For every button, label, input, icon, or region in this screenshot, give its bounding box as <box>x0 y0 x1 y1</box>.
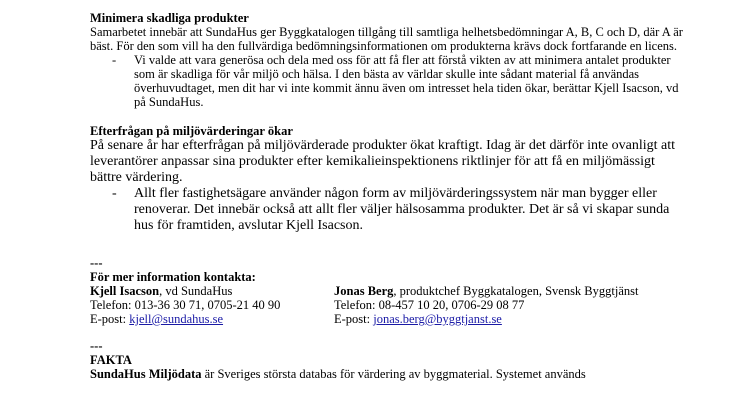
contact-phone: Telefon: 013-36 30 71, 0705-21 40 90 <box>90 298 281 312</box>
contact-role: , produktchef Byggkatalogen, Svensk Byggtjänst <box>393 284 639 298</box>
contact-name: Kjell Isacson <box>90 284 160 298</box>
fakta-paragraph <box>90 367 690 381</box>
separator: --- <box>90 256 103 270</box>
contact-name: Jonas Berg <box>334 284 394 298</box>
contact-email-line <box>334 312 694 326</box>
section-paragraph-samarbete: Samarbetet innebär att SundaHus ger Byggkatalogen tillgång till samtliga helhetsbedömningar A, B, C och D, där A är bäst. För den som vill ha den fullvärdiga bedömningsinformationen om produkterna krävs dock fortfarande en licens. <box>90 25 683 53</box>
contact-jonas <box>334 284 694 326</box>
email-link-jonas[interactable]: jonas.berg@byggtjanst.se <box>373 312 502 326</box>
document-page <box>90 11 690 381</box>
fakta-heading: FAKTA <box>90 353 132 367</box>
bullet-dash: - <box>112 186 117 201</box>
section-paragraph-efterfragan: På senare år har efterfrågan på miljövärderade produkter ökat kraftigt. Idag är det därför inte ovanligt att leverantörer anpassar sina produkter efter kemikalieinspektionens riktlinjer för att få en miljömässigt bättre värdering. <box>90 138 676 185</box>
bullet-dash: - <box>112 53 117 67</box>
contact-heading: För mer information kontakta: <box>90 270 256 284</box>
contact-role: , vd SundaHus <box>159 284 233 298</box>
section-heading-efterfragan: Efterfrågan på miljövärderingar ökar <box>90 124 293 138</box>
email-label: E-post: <box>334 312 374 326</box>
bullet-text: Allt fler fastighetsägare använder någon form av miljövärderingssystem när man bygger eller renoverar. Det innebär också att allt fler väljer hälsosamma produkter. Det är så vi skapar sunda hus för framtiden, avslutar Kjell Isacson. <box>134 186 670 233</box>
contact-kjell-name-line <box>90 284 280 298</box>
separator: --- <box>90 339 103 353</box>
fakta-text: är Sveriges största databas för värdering av byggmaterial. Systemet används <box>201 367 586 381</box>
contact-jonas-name-line <box>334 284 694 298</box>
section-heading-minimera: Minimera skadliga produkter <box>90 11 249 25</box>
email-link-kjell[interactable]: kjell@sundahus.se <box>129 312 224 326</box>
contact-columns <box>90 284 690 326</box>
email-label: E-post: <box>90 312 130 326</box>
fakta-bold-lead: SundaHus Miljödata <box>90 367 202 381</box>
contact-email-line <box>90 312 280 326</box>
bullet-quote-kjell-2 <box>90 186 690 234</box>
contact-kjell <box>90 284 280 326</box>
bullet-text: Vi valde att vara generösa och dela med oss för att få fler att förstå vikten av att minimera antalet produkter som är skadliga för vår miljö och hälsa. I den bästa av världar skulle inte sådant material få användas överhuvudtaget, men dit har vi inte kommit ännu även om intresset hela tiden ökar, berättar Kjell Isacson, vd på SundaHus. <box>134 53 679 109</box>
contact-phone: Telefon: 08-457 10 20, 0706-29 08 77 <box>334 298 525 312</box>
bullet-quote-kjell-1 <box>90 53 690 109</box>
